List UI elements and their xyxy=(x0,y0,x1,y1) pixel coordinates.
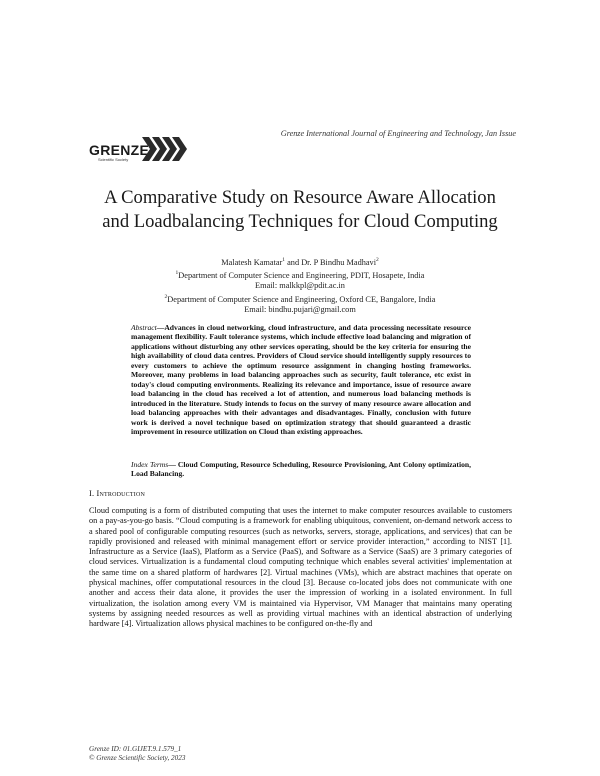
affiliation-1 xyxy=(60,268,540,281)
author-1-sup: 1 xyxy=(282,257,286,263)
author-separator: and xyxy=(285,257,302,267)
footer xyxy=(89,745,185,764)
affiliation-2 xyxy=(60,292,540,305)
author-2-sup: 2 xyxy=(376,257,379,263)
title-line-2: and Loadbalancing Techniques for Cloud Computing xyxy=(102,211,498,232)
grenze-logo xyxy=(89,134,189,166)
author-2: Dr. P Bindhu Madhavi xyxy=(301,257,377,267)
affiliation-1-sup: 1 xyxy=(175,270,179,277)
footer-grenze-id: Grenze ID: 01.GIJET.9.1.579_1 xyxy=(89,745,182,753)
email-2: Email: bindhu.pujari@gmail.com xyxy=(244,304,356,314)
index-terms-label: Index Terms xyxy=(131,460,169,469)
author-line xyxy=(60,255,540,268)
paper-title xyxy=(60,186,540,234)
logo-subtitle: Scientific Society xyxy=(98,157,129,162)
abstract xyxy=(131,323,471,436)
index-terms-text: — Cloud Computing, Resource Scheduling, Resource Provisioning, Ant Colony optimization, Load Balancing. xyxy=(131,460,471,479)
journal-header: Grenze International Journal of Engineering and Technology, Jan Issue xyxy=(280,129,516,138)
email-1: Email: malkkpl@pdit.ac.in xyxy=(255,281,345,291)
section-heading: I. Introduction xyxy=(89,489,146,498)
affiliation-2-text: Department of Computer Science and Engineering, Oxford CE, Bangalore, India xyxy=(167,294,436,304)
footer-copyright: © Grenze Scientific Society, 2023 xyxy=(89,754,186,763)
author-1: Malatesh Kamatar xyxy=(221,257,283,267)
title-line-1: A Comparative Study on Resource Aware Allocation xyxy=(104,187,496,208)
logo-wordmark: GRENZE xyxy=(89,142,150,158)
chevrons-icon xyxy=(142,137,188,161)
index-terms xyxy=(131,460,471,479)
body-paragraph: Cloud computing is a form of distributed computing that uses the internet to make computer resources available to customers on a pay-as-you-go basis. “Cloud computing is a framework for enabling ubiquitous, convenient, on-demand network access to a shared pool of configurable computing resources (such as networks, servers, storage, applications, and services) that can be rapidly provisioned and released with minimal management effort or service provider interaction,” according to NIST [1]. Infrastructure as a Service (IaaS), Platform as a Service (PaaS), and Software as a Service (SaaS) are 3 primary categories of cloud services. Virtualization is a fundamental cloud computing technique which enables several activities' implementation at the same time on a shared platform of hardwares [2]. Virtual machines (VMs), which are abstract machines that operate on physical machines, offer computational resources in the cloud [3]. Because co-located jobs does not communicate with one another and access their data alone, it provides the user the impression of working in a isolated environment. In full virtualization, the isolation among every VM is maintained via Hypervisor, VM Manager that maintains many operating systems by assigning needed resources as well as providing virtual machines with an identical abstraction of underlying hardware [4]. Virtualization allows physical machines to be configured on-the-fly and xyxy=(89,506,512,629)
affiliation-2-sup: 2 xyxy=(164,293,168,300)
affiliation-1-text: Department of Computer Science and Engineering, PDIT, Hosapete, India xyxy=(178,270,425,280)
abstract-text: —Advances in cloud networking, cloud infrastructure, and data processing necessitate resource management flexibility. Fault tolerance systems, which include effective load balancing and migration of applications without disturbing any other services operating, should be the key criteria for ensuring the high availability of cloud data centres. Providers of Cloud service should intelligently supply resources to every customers to achieve the optimum resource assignment in changing hosting frameworks. Moreover, many problems in load balancing approaches such as security, fault tolerance, etc exist in today's cloud computing environments. Realizing its relevance and importance, issue of resource aware load balancing in the cloud has received a lot of attention, and numerous load balancing methods is introduced in the literature. Study intends to focus on the survey of many resource aware allocation and load balancing approaches with their advantages and disadvantages. Finally, conclusion with future work is derived a novel technique based on optimization strategy that should guaranteed a drastic improvement in resource utilization on Cloud than existing approaches. xyxy=(131,323,471,436)
author-block xyxy=(60,255,540,315)
abstract-label: Abstract xyxy=(131,323,157,332)
